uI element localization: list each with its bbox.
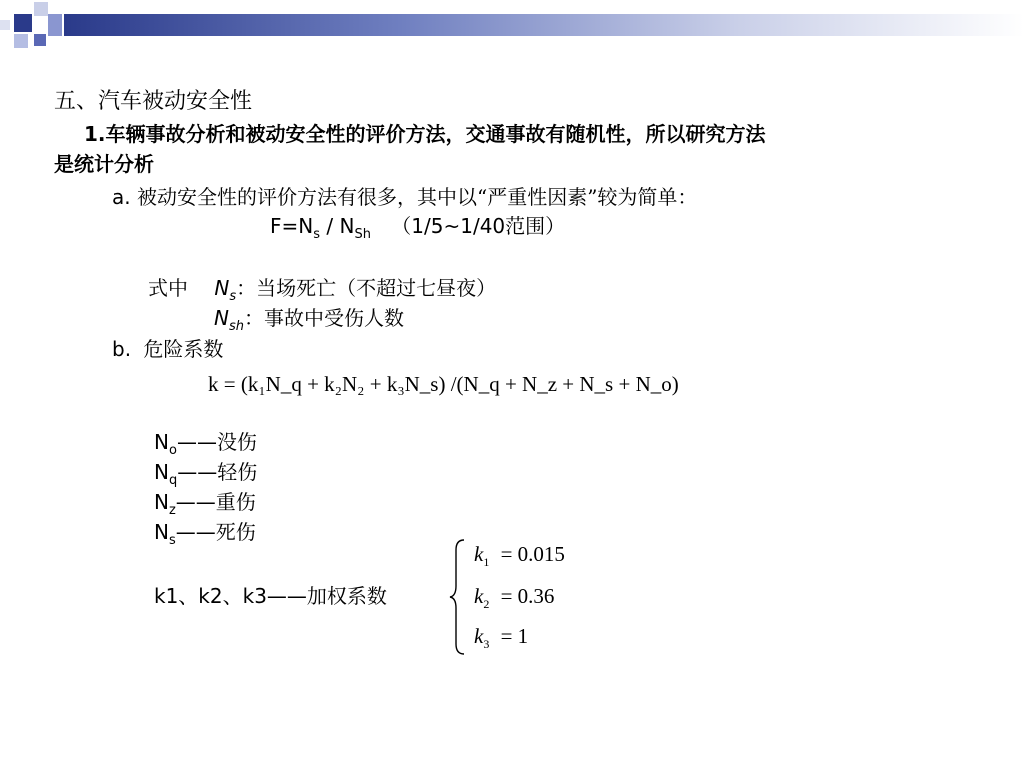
legend-dash: —— bbox=[175, 520, 216, 544]
formula-f-lhs: F=N bbox=[270, 214, 314, 238]
deco-square bbox=[34, 2, 48, 16]
deco-square bbox=[14, 34, 28, 48]
nsh-desc: 事故中受伤人数 bbox=[263, 306, 404, 330]
deco-square bbox=[0, 20, 10, 30]
weight-k2 bbox=[474, 584, 554, 612]
ns-desc: 当场死亡（不超过七昼夜） bbox=[256, 276, 497, 300]
weights-brace bbox=[448, 538, 468, 656]
formula-f-sub1: s bbox=[313, 227, 321, 242]
deco-square bbox=[14, 14, 32, 32]
legend-sym: N bbox=[154, 460, 169, 484]
ns-colon: ： bbox=[236, 276, 257, 300]
weight-value: = 0.015 bbox=[500, 542, 565, 566]
legend-desc: 重伤 bbox=[215, 490, 256, 514]
weights-label: k1、k2、k3——加权系数 bbox=[154, 584, 387, 608]
header-gradient-bar bbox=[64, 14, 1024, 36]
legend-sub: s bbox=[168, 533, 176, 548]
slide-heading: 五、汽车被动安全性 bbox=[54, 89, 253, 114]
nsh-symbol: N bbox=[214, 306, 229, 330]
legend-sub: z bbox=[168, 503, 176, 518]
legend-nq bbox=[154, 460, 257, 493]
nsh-sub: sh bbox=[228, 319, 244, 334]
point1-line2: 是统计分析 bbox=[54, 152, 154, 176]
weight-sub: 1 bbox=[483, 555, 490, 570]
legend-dash: —— bbox=[176, 430, 217, 454]
item-a bbox=[112, 185, 697, 209]
legend-dash: —— bbox=[177, 460, 218, 484]
formula-f-mid: / N bbox=[320, 214, 355, 238]
weight-k: k bbox=[474, 542, 484, 566]
ns-sub: s bbox=[229, 289, 237, 304]
item-b-text: 危险系数 bbox=[143, 337, 224, 361]
legend-desc: 轻伤 bbox=[217, 460, 258, 484]
legend-dash: —— bbox=[175, 490, 216, 514]
weight-k: k bbox=[474, 624, 484, 648]
weight-k: k bbox=[474, 584, 484, 608]
formula-f-sub2: Sh bbox=[354, 227, 371, 242]
weight-sub: 2 bbox=[483, 597, 490, 612]
legend-desc: 没伤 bbox=[216, 430, 257, 454]
item-a-text: 被动安全性的评价方法有很多，其中以“严重性因素”较为简单： bbox=[136, 185, 698, 209]
legend-nz bbox=[154, 490, 256, 523]
where-ns bbox=[148, 276, 496, 309]
slide-header-decoration bbox=[0, 0, 1024, 60]
weight-value: = 0.36 bbox=[500, 584, 555, 608]
weight-value: = 1 bbox=[500, 624, 529, 648]
deco-square bbox=[34, 34, 46, 46]
point1-line1: 1.车辆事故分析和被动安全性的评价方法，交通事故有随机性，所以研究方法 bbox=[84, 122, 766, 146]
formula-f-range: （1/5~1/40范围） bbox=[391, 214, 566, 238]
ns-symbol: N bbox=[214, 276, 230, 300]
legend-sym: N bbox=[154, 490, 169, 514]
where-prefix: 式中 bbox=[148, 276, 188, 300]
where-nsh bbox=[214, 306, 404, 339]
legend-no bbox=[154, 430, 257, 463]
item-b bbox=[112, 337, 223, 361]
nsh-colon: ： bbox=[243, 306, 264, 330]
legend-desc: 死伤 bbox=[215, 520, 256, 544]
weight-sub: 3 bbox=[483, 637, 490, 652]
legend-ns bbox=[154, 520, 256, 553]
item-b-label: b. bbox=[112, 337, 132, 361]
legend-sub: q bbox=[168, 473, 178, 488]
weight-k3 bbox=[474, 624, 528, 652]
legend-sym: N bbox=[154, 520, 169, 544]
legend-sym: N bbox=[154, 430, 169, 454]
legend-sub: o bbox=[168, 443, 177, 458]
deco-square bbox=[48, 14, 62, 36]
item-a-label: a. bbox=[112, 185, 131, 209]
formula-f bbox=[270, 214, 565, 247]
formula-k: k = (k₁N_q + k₂N₂ + k₃N_s) /(N_q + N_z + N_s + N_o) bbox=[208, 372, 679, 396]
weight-k1 bbox=[474, 542, 565, 570]
